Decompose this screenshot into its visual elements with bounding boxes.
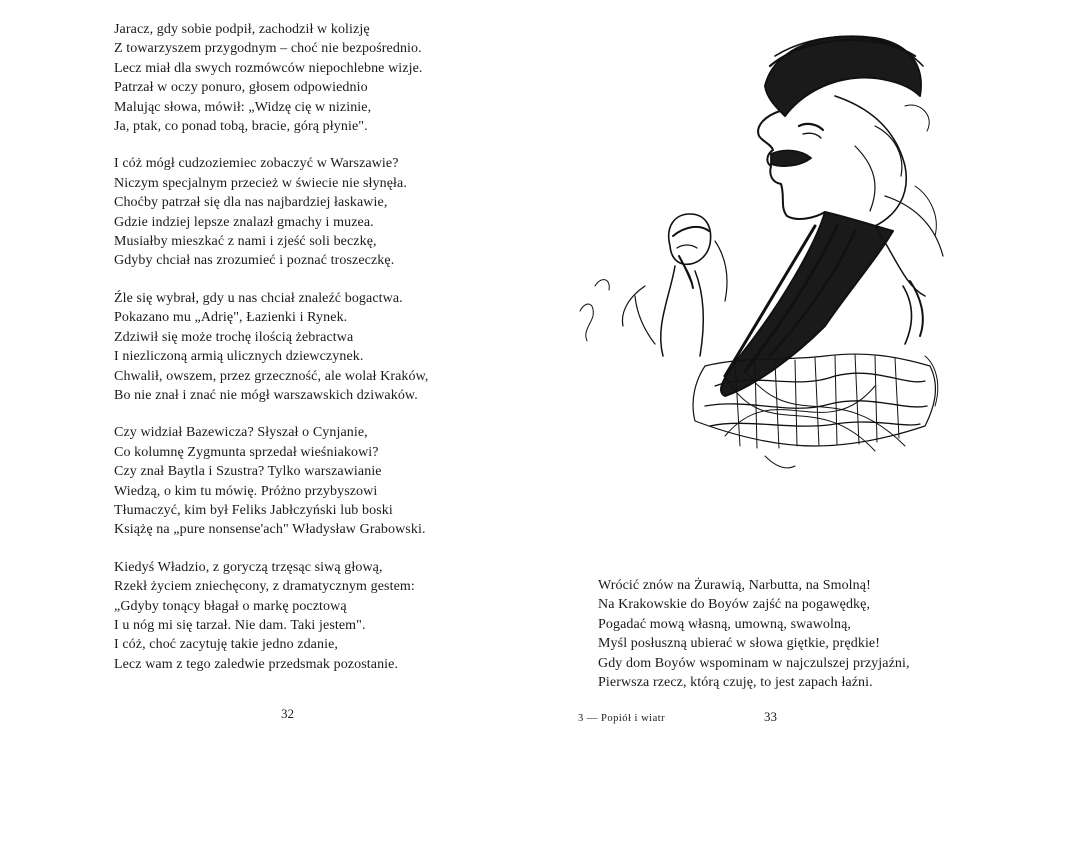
verse-line: Pogadać mową własną, umowną, swawolną, (598, 616, 852, 632)
verse-line: Gdzie indziej lepsze znalazł gmachy i muzea. (114, 214, 374, 230)
verse-line: Wrócić znów na Żurawią, Narbutta, na Smolną! (598, 578, 871, 593)
verse-line: „Gdyby tonący błagał o markę pocztową (114, 598, 347, 614)
verse-line: Książę na „pure nonsense'ach" Władysław Grabowski. (114, 522, 426, 538)
verse-line: Zdziwił się może trochę ilością żebractwa (114, 329, 354, 345)
page-number-right: 33 (764, 709, 777, 724)
verse-line: Musiałby mieszkać z nami i zjeść soli beczkę, (114, 234, 377, 250)
printer-signature: 3 — Popiół i wiatr (578, 713, 666, 724)
verse-line: Tłumaczyć, kim był Feliks Jabłczyński lub boski (114, 502, 393, 518)
verse-line: Lecz wam z tego zaledwie przedsmak pozostanie. (114, 656, 399, 672)
stanza (114, 154, 494, 270)
sketch-illustration (575, 26, 945, 476)
verse-line: Niczym specjalnym przecież w świecie nie słynęła. (114, 175, 407, 191)
sketch-small-figure-head (669, 214, 711, 264)
verse-line: Myśl posłuszną ubierać w słowa giętkie, prędkie! (598, 636, 881, 652)
verse-line: Gdy dom Boyów wspominam w najczulszej przyjaźni, (598, 655, 910, 671)
verse-line: Wiedzą, o kim tu mówię. Próżno przybyszowi (114, 483, 378, 499)
verse-line: Lecz miał dla swych rozmówców niepochlebne wizje. (114, 60, 423, 76)
verse-line: Ja, ptak, co ponad tobą, bracie, górą płynie". (114, 119, 368, 135)
verse-line: Czy znał Baytla i Szustra? Tylko warszawianie (114, 464, 382, 480)
page-number-left: 32 (281, 706, 294, 721)
sketch-mustache (771, 151, 811, 166)
verse-line: Malując słowa, mówił: „Widzę cię w nizinie, (114, 99, 372, 115)
verse-line: Bo nie znał i znać nie mógł warszawskich dziwaków. (114, 387, 418, 403)
verse-line: Z towarzyszem przygodnym – choć nie bezpośrednio. (114, 41, 422, 57)
poem-left-page (114, 20, 494, 692)
stanza (114, 289, 494, 405)
verse-line: Na Krakowskie do Boyów zajść na pogawędkę, (598, 597, 871, 613)
stanza (114, 558, 494, 674)
verse-line: Co kolumnę Zygmunta sprzedał wieśniakowi? (114, 444, 379, 460)
poem-right-page (598, 576, 998, 710)
verse-line: Patrzał w oczy ponuro, głosem odpowiednio (114, 80, 368, 96)
verse-line: Jaracz, gdy sobie podpił, zachodził w kolizję (114, 22, 370, 37)
verse-line: Czy widział Bazewicza? Słyszał o Cynjanie, (114, 425, 368, 441)
verse-line: Rzekł życiem zniechęcony, z dramatycznym gestem: (114, 579, 415, 595)
stanza (114, 423, 494, 539)
verse-line: Kiedyś Władzio, z goryczą trzęsąc siwą głową, (114, 559, 383, 575)
stanza (114, 20, 494, 136)
verse-line: Chwalił, owszem, przez grzeczność, ale wolał Kraków, (114, 368, 429, 384)
stanza (598, 576, 998, 692)
verse-line: Źle się wybrał, gdy u nas chciał znaleźć bogactwa. (114, 290, 403, 306)
verse-line: Pierwsza rzecz, którą czuję, to jest zapach łaźni. (598, 675, 873, 691)
verse-line: Pokazano mu „Adrię", Łazienki i Rynek. (114, 310, 348, 326)
verse-line: I u nóg mi się tarzał. Nie dam. Taki jestem". (114, 617, 366, 633)
verse-line: I niezliczoną armią ulicznych dziewczynek. (114, 349, 364, 365)
verse-line: Gdyby chciał nas zrozumieć i poznać troszeczkę. (114, 253, 395, 269)
verse-line: Choćby patrzał się dla nas najbardziej łaskawie, (114, 195, 388, 211)
verse-line: I cóż, choć zacytuję takie jedno zdanie, (114, 637, 338, 653)
verse-line: I cóż mógł cudzoziemiec zobaczyć w Warszawie? (114, 156, 399, 172)
